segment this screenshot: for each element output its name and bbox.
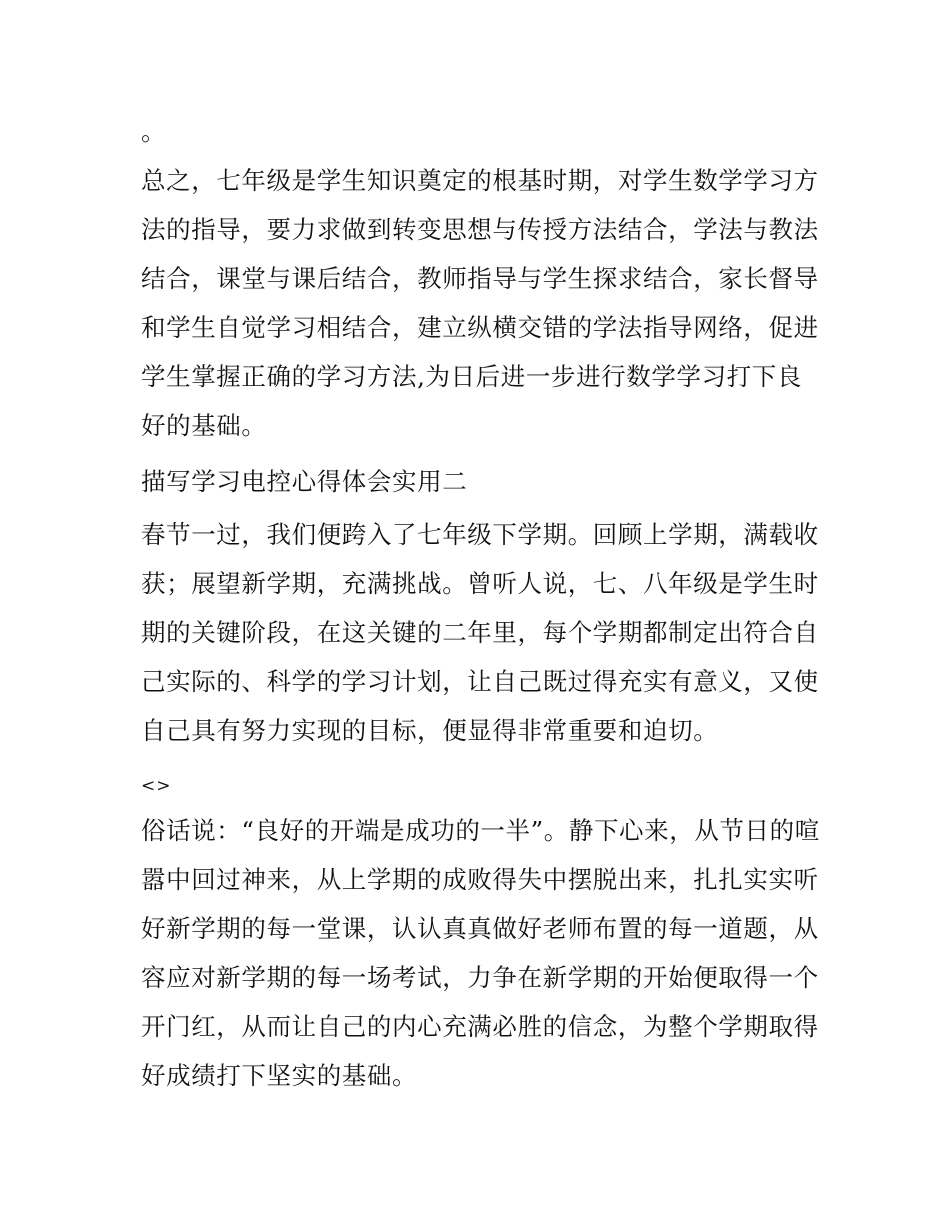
text-line: 容应对新学期的每一场考试，力争在新学期的开始便取得一个 [141,963,819,992]
text-line: 学生掌握正确的学习方法,为日后进一步进行数学学习打下良 [141,362,802,391]
text-line: 春节一过，我们便跨入了七年级下学期。回顾上学期，满载收 [141,520,819,549]
text-line: 好成绩打下坚实的基础。 [141,1061,418,1090]
text-line: 好新学期的每一堂课，认认真真做好老师布置的每一道题，从 [141,914,819,943]
text-line: 结合，课堂与课后结合，教师指导与学生探求结合，家长督导 [141,264,819,293]
text-line: 期的关键阶段，在这关键的二年里，每个学期都制定出符合自 [141,618,819,647]
text-line: 法的指导，要力求做到转变思想与传授方法结合，学法与教法 [141,215,819,244]
text-line: 好的基础。 [141,411,267,440]
text-line: 和学生自觉学习相结合，建立纵横交错的学法指导网络，促进 [141,313,819,342]
text-line: 自己具有努力实现的目标，便显得非常重要和迫切。 [141,716,719,745]
text-line: 俗话说：“良好的开端是成功的一半”。静下心来，从节日的喧 [141,816,820,845]
text-line: 。 [141,117,167,146]
section-heading: 描写学习电控心得体会实用二 [141,467,468,496]
text-line: 获；展望新学期，充满挑战。曾听人说，七、八年级是学生时 [141,569,819,598]
angle-brackets-marker: <> [141,776,172,796]
text-line: 总之，七年级是学生知识奠定的根基时期，对学生数学学习方 [141,166,819,195]
text-line: 己实际的、科学的学习计划，让自己既过得充实有意义，又使 [141,667,819,696]
text-line: 嚣中回过神来，从上学期的成败得失中摆脱出来，扎扎实实听 [141,865,819,894]
text-line: 开门红，从而让自己的内心充满必胜的信念，为整个学期取得 [141,1012,819,1041]
